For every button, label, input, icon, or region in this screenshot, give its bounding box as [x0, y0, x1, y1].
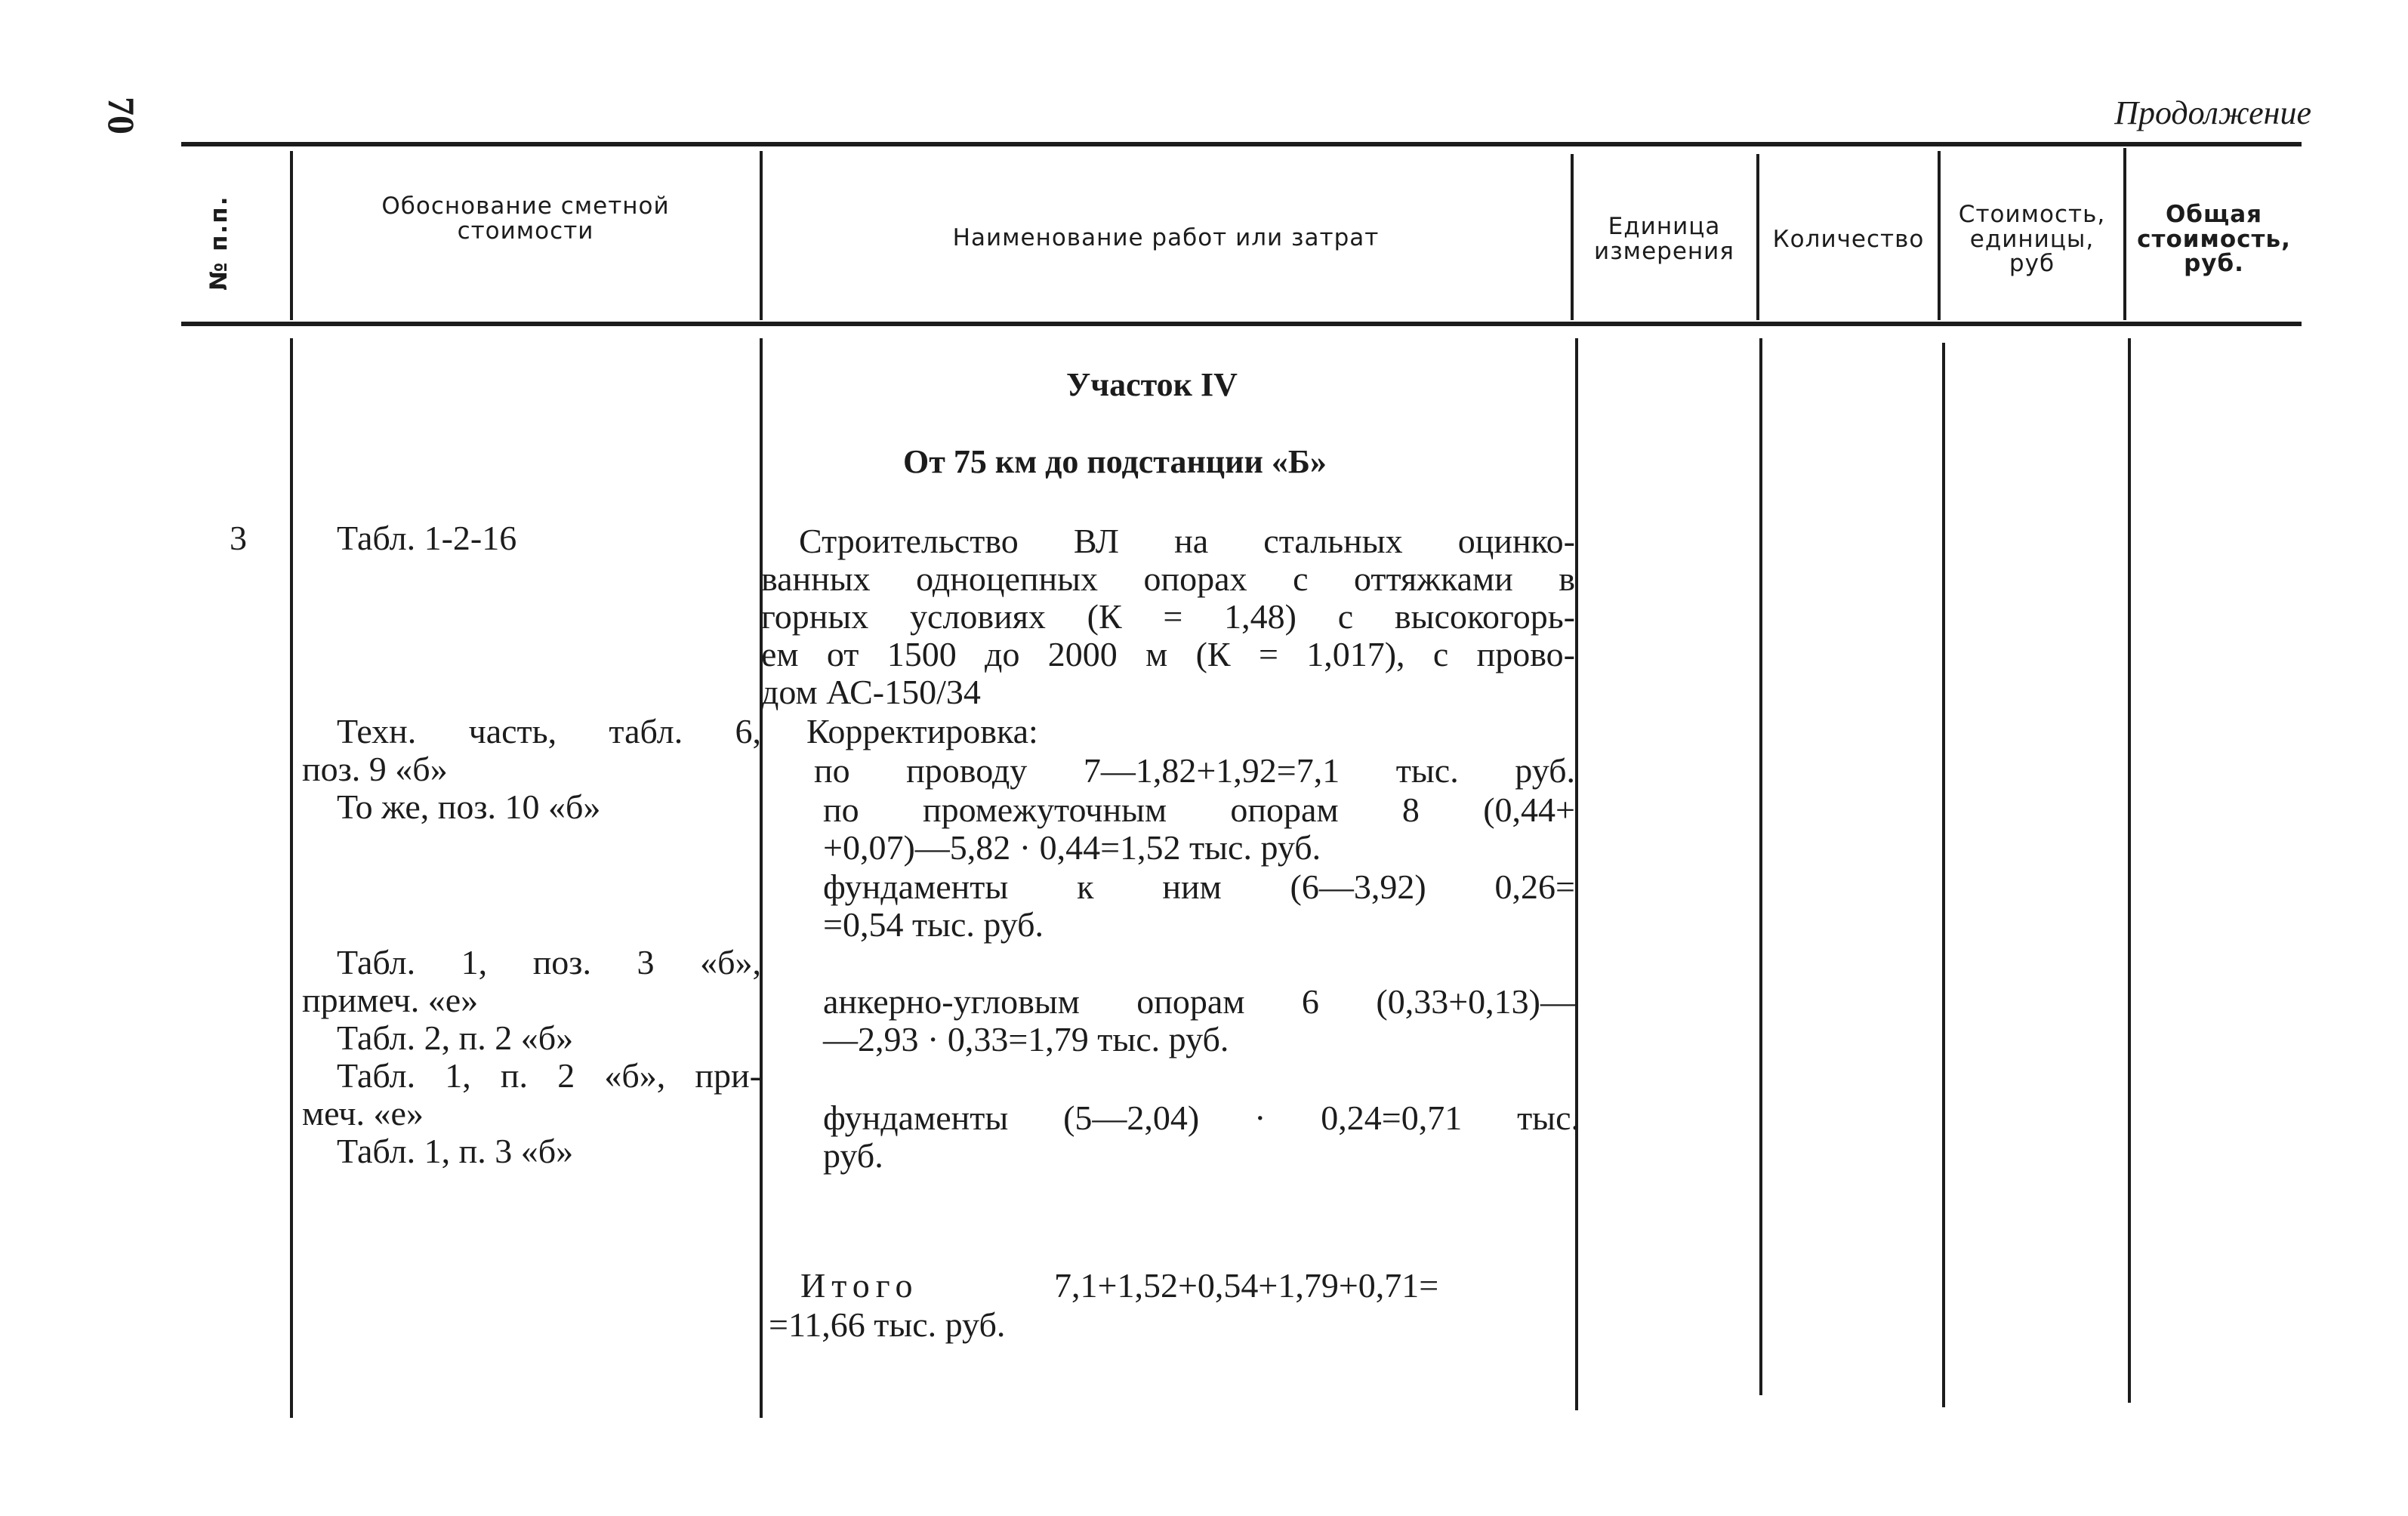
basis-entry: Табл. 1-2-16	[337, 519, 517, 557]
works-line: руб.	[823, 1136, 883, 1175]
total-formula: 7,1+1,52+0,54+1,79+0,71=	[1054, 1266, 1439, 1305]
basis-block	[302, 944, 761, 1170]
header-basis-line: стоимости	[457, 217, 594, 245]
correction-foundations-anchor	[823, 1099, 1580, 1175]
works-line: ванных одноцепных опорах с оттяжками в	[761, 559, 1575, 598]
works-line: фундаменты (5—2,04) · 0,24=0,71 тыс.	[823, 1098, 1580, 1137]
table-top-rule	[181, 142, 2302, 146]
correction-anchor	[823, 983, 1575, 1058]
basis-entry: примеч. «е»	[302, 981, 479, 1019]
header-basis	[293, 174, 758, 264]
basis-entry: меч. «е»	[302, 1094, 424, 1132]
body-divider	[760, 338, 763, 1418]
works-line: —2,93 · 0,33=1,79 тыс. руб.	[823, 1020, 1229, 1058]
header-unit	[1574, 198, 1755, 281]
body-divider	[1575, 338, 1578, 1410]
works-line: по промежуточным опорам 8 (0,44+	[823, 790, 1575, 829]
header-unit-cost	[1941, 190, 2123, 288]
header-quantity: Количество	[1772, 225, 1925, 253]
basis-entry: Табл. 1, п. 3 «б»	[337, 1132, 574, 1170]
continuation-label: Продолжение	[2114, 94, 2311, 131]
table-header-rule	[181, 322, 2302, 326]
header-total-cost-line: руб.	[2184, 250, 2244, 278]
basis-block	[302, 713, 761, 826]
total-label: Итого	[800, 1266, 919, 1305]
basis-entry: Табл. 1, поз. 3 «б»,	[337, 943, 761, 981]
works-line: горных условиях (К = 1,48) с высокогорь-	[761, 597, 1575, 636]
correction-intermediate	[823, 791, 1575, 867]
correction-foundations	[823, 868, 1575, 944]
basis-entry: Техн. часть, табл. 6,	[337, 712, 761, 750]
row-number: 3	[230, 519, 247, 557]
header-total-cost-line: стоимость,	[2137, 225, 2291, 253]
header-unit-cost-line: единицы,	[1969, 225, 2095, 253]
correction-wire: по проводу 7—1,82+1,92=7,1 тыс. руб.	[814, 751, 1575, 790]
header-unit-line: Единица	[1608, 213, 1721, 241]
basis-entry: Табл. 2, п. 2 «б»	[337, 1018, 574, 1057]
basis-entry: Табл. 1, п. 2 «б», при-	[337, 1056, 761, 1095]
works-line: анкерно-угловым опорам 6 (0,33+0,13)—	[823, 982, 1575, 1021]
header-total-cost	[2126, 190, 2302, 288]
header-unit-line: измерения	[1594, 238, 1734, 265]
basis-entry: То же, поз. 10 «б»	[337, 787, 601, 826]
header-works: Наименование работ или затрат	[952, 223, 1380, 251]
section-title: Участок IV	[1066, 366, 1238, 403]
basis-block	[302, 519, 761, 557]
total-result: =11,66 тыс. руб.	[769, 1305, 1006, 1344]
body-divider	[1942, 343, 1945, 1407]
header-unit-cost-line: руб	[2009, 250, 2055, 278]
works-line: ем от 1500 до 2000 м (К = 1,017), с прово-	[761, 635, 1575, 673]
header-number: № п.п.	[205, 195, 233, 291]
section-subtitle: От 75 км до подстанции «Б»	[903, 443, 1327, 480]
header-basis-line: Обоснование сметной	[381, 193, 670, 220]
header-total-cost-line: Общая	[2165, 201, 2263, 229]
works-line: Строительство ВЛ на стальных оцинко-	[799, 522, 1575, 560]
works-line: дом АС-150/34	[761, 673, 981, 711]
works-main-text	[761, 522, 1575, 711]
page-number: 70	[100, 97, 143, 134]
works-line: фундаменты к ним (6—3,92) 0,26=	[823, 867, 1575, 906]
body-divider	[1759, 338, 1762, 1395]
basis-entry: поз. 9 «б»	[302, 750, 448, 788]
body-divider	[2128, 338, 2131, 1403]
header-unit-cost-line: Стоимость,	[1958, 201, 2106, 229]
correction-heading: Корректировка:	[806, 712, 1038, 750]
works-line: +0,07)—5,82 · 0,44=1,52 тыс. руб.	[823, 828, 1321, 867]
works-line: =0,54 тыс. руб.	[823, 905, 1044, 944]
body-divider	[290, 338, 293, 1418]
